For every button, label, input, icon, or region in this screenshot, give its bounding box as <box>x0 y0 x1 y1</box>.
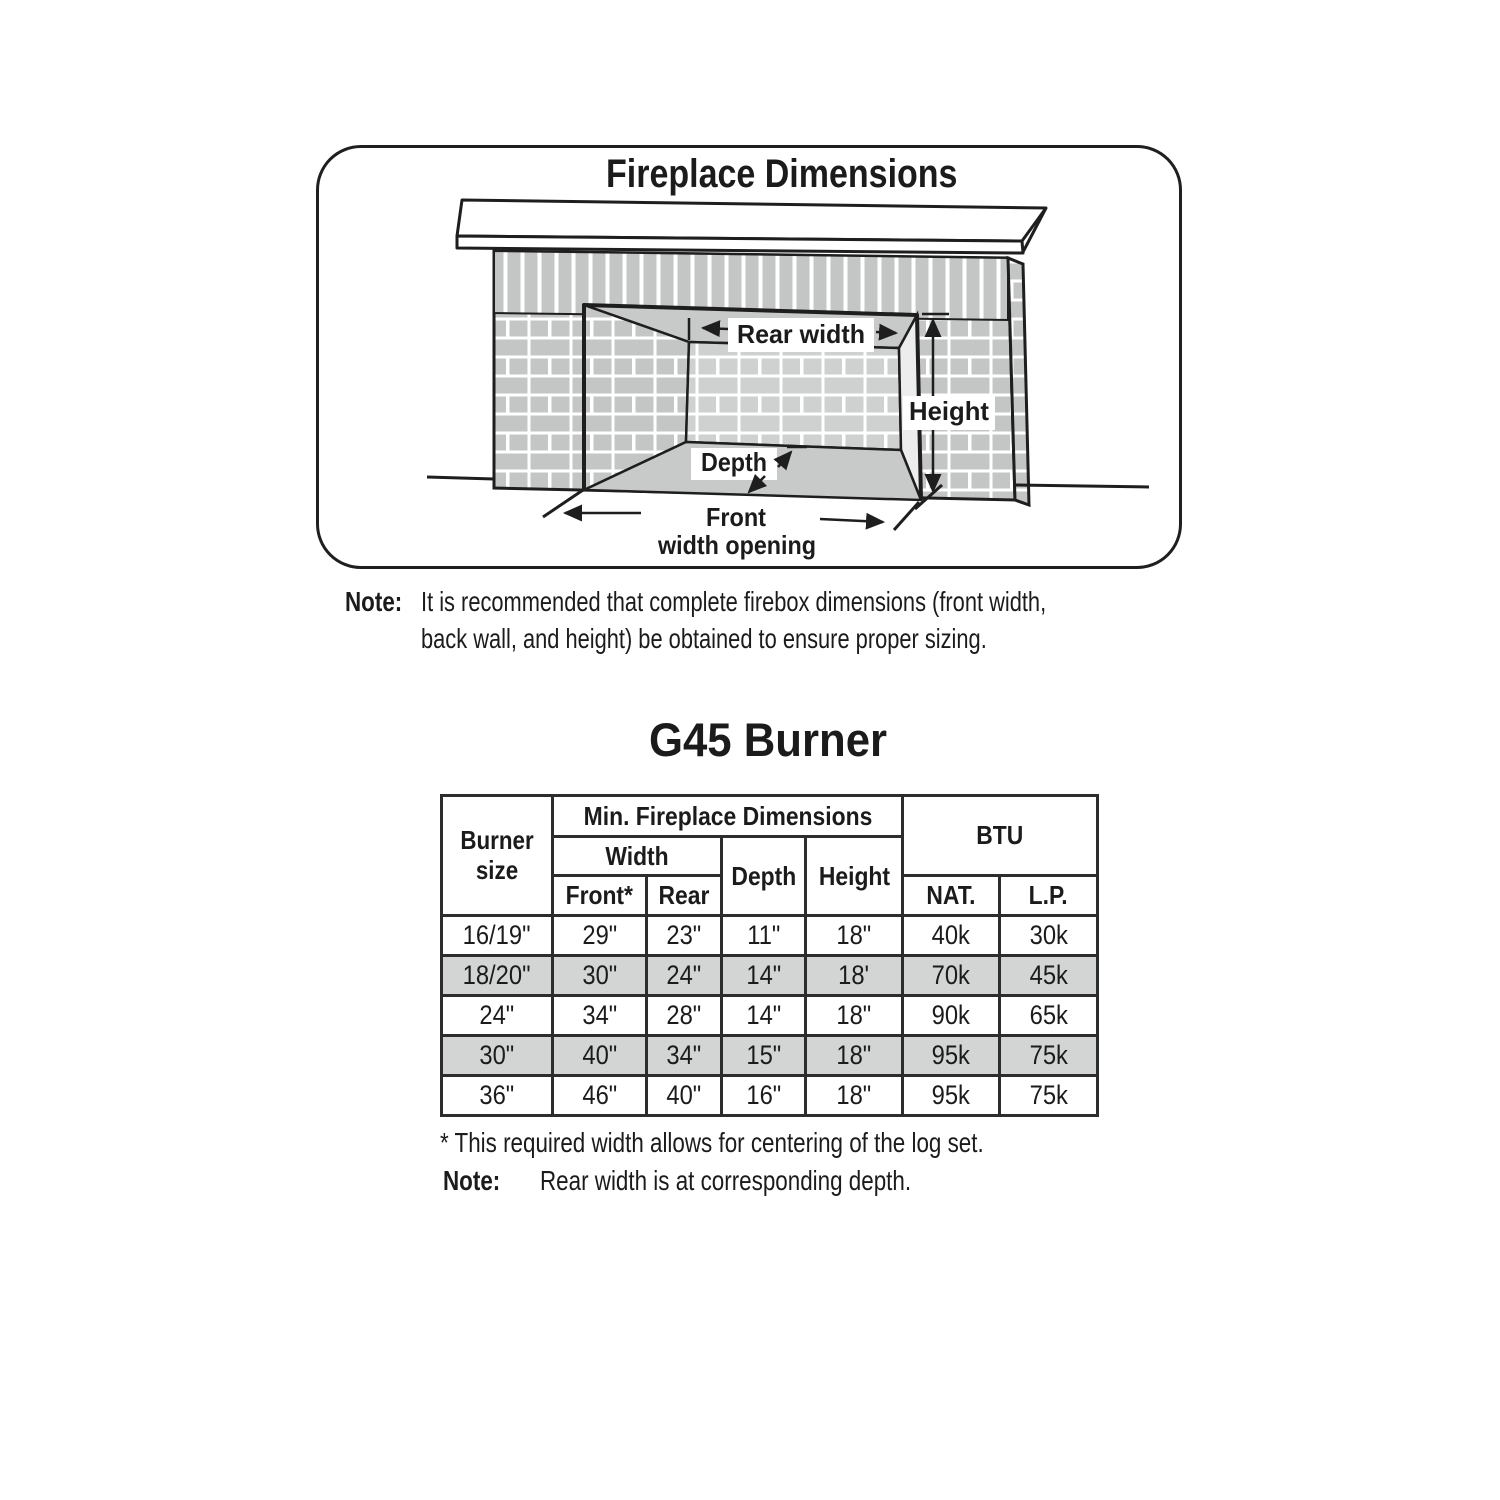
front-width-label-line1: Front <box>706 501 767 532</box>
col-header-burner-size: Burner size <box>442 796 553 916</box>
section-title-text: G45 Burner <box>648 713 888 766</box>
col-header-min-dims: Min. Fireplace Dimensions <box>553 796 903 837</box>
diagram-title-text: Fireplace Dimensions <box>606 152 958 196</box>
table-row: 18/20" 30" 24" 14" 18' 70k 45k <box>442 956 1098 996</box>
fireplace-diagram-box <box>316 145 1182 569</box>
top-note-label-text: Note: <box>345 586 403 617</box>
col-header-rear: Rear <box>647 876 722 916</box>
top-note-label <box>345 586 417 618</box>
col-header-depth: Depth <box>722 837 806 916</box>
height-label: Height <box>909 395 990 426</box>
front-width-label-line2: width opening <box>657 529 816 560</box>
baseline-left <box>427 477 494 479</box>
top-note-line2: back wall, and height) be obtained to ensure proper sizing. <box>421 623 987 654</box>
firebox-back-wall <box>686 342 901 450</box>
col-header-nat: NAT. <box>903 876 1000 916</box>
header-row-1 <box>442 796 1098 837</box>
rear-width-label: Rear width <box>737 318 865 349</box>
fireplace-diagram <box>319 148 1179 566</box>
table-row: 16/19" 29" 23" 11" 18" 40k 30k <box>442 916 1098 956</box>
footnote-note-text: Rear width is at corresponding depth. <box>540 1165 912 1196</box>
col-header-height: Height <box>806 837 903 916</box>
footnote-asterisk: * This required width allows for centering of the log set. <box>440 1127 984 1158</box>
col-header-lp: L.P. <box>1000 876 1098 916</box>
table-row: 36" 46" 40" 16" 18" 95k 75k <box>442 1076 1098 1116</box>
mantel-shelf <box>457 200 1046 253</box>
col-header-btu: BTU <box>903 796 1098 876</box>
top-note <box>421 586 1222 660</box>
footnote-note-label: Note: <box>443 1165 501 1196</box>
burner-spec-table <box>440 794 1099 1117</box>
col-header-front: Front* <box>553 876 647 916</box>
depth-label: Depth <box>701 446 767 477</box>
baseline-right <box>1014 485 1149 487</box>
table-row: 24" 34" 28" 14" 18" 90k 65k <box>442 996 1098 1036</box>
table-row: 30" 40" 34" 15" 18" 95k 75k <box>442 1036 1098 1076</box>
top-note-line1: It is recommended that complete firebox dimensions (front width, <box>421 586 1047 617</box>
section-title <box>440 712 1096 767</box>
col-header-width: Width <box>553 837 722 876</box>
